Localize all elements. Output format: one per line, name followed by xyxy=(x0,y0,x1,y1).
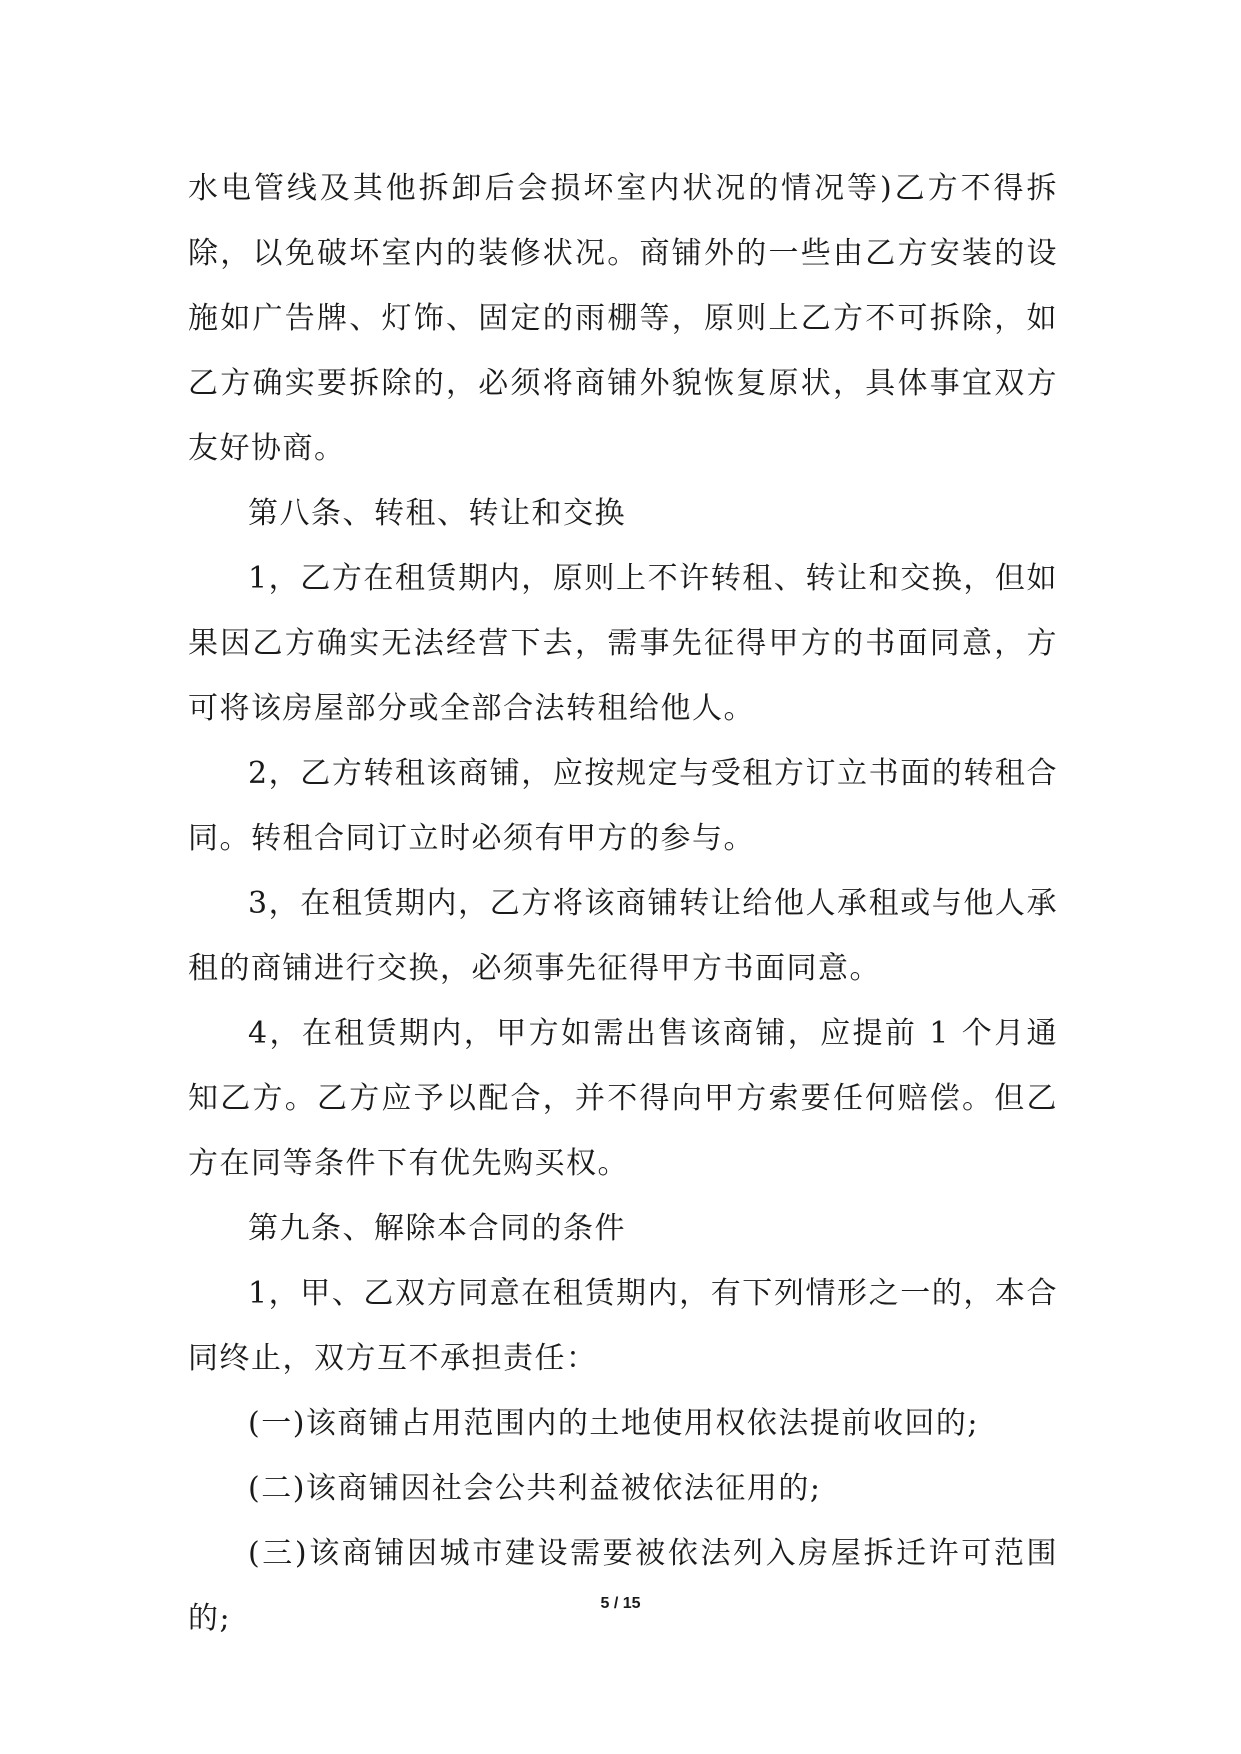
paragraph-clause: 4，在租赁期内，甲方如需出售该商铺，应提前 1 个月通知乙方。乙方应予以配合，并不得向甲方索要任何赔偿。但乙方在同等条件下有优先购买权。 xyxy=(188,1016,1058,1181)
paragraph-clause: 1，甲、乙双方同意在租赁期内，有下列情形之一的，本合同终止，双方互不承担责任： xyxy=(188,1276,1058,1376)
document-body xyxy=(188,156,1058,1651)
paragraph-clause: 1，乙方在租赁期内，原则上不许转租、转让和交换，但如果因乙方确实无法经营下去，需事先征得甲方的书面同意，方可将该房屋部分或全部合法转租给他人。 xyxy=(188,561,1058,726)
paragraph-subclause: (二)该商铺因社会公共利益被依法征用的; xyxy=(248,1471,822,1506)
paragraph-clause: 3，在租赁期内，乙方将该商铺转让给他人承租或与他人承租的商铺进行交换，必须事先征得甲方书面同意。 xyxy=(188,886,1058,986)
section-heading-article-9: 第九条、解除本合同的条件 xyxy=(248,1211,626,1246)
page-number: 5 / 15 xyxy=(600,1595,641,1612)
paragraph-subclause: (一)该商铺占用范围内的土地使用权依法提前收回的; xyxy=(248,1406,980,1441)
paragraph-subclause: (三)该商铺因城市建设需要被依法列入房屋拆迁许可范围的; xyxy=(188,1536,1058,1636)
paragraph-clause: 2，乙方转租该商铺，应按规定与受租方订立书面的转租合同。转租合同订立时必须有甲方的参与。 xyxy=(188,756,1058,856)
section-heading-article-8: 第八条、转租、转让和交换 xyxy=(248,496,626,531)
paragraph-continuation: 水电管线及其他拆卸后会损坏室内状况的情况等)乙方不得拆除，以免破坏室内的装修状况。商铺外的一些由乙方安装的设施如广告牌、灯饰、固定的雨棚等，原则上乙方不可拆除，如乙方确实要拆除的，必须将商铺外貌恢复原状，具体事宜双方友好协商。 xyxy=(188,171,1058,466)
